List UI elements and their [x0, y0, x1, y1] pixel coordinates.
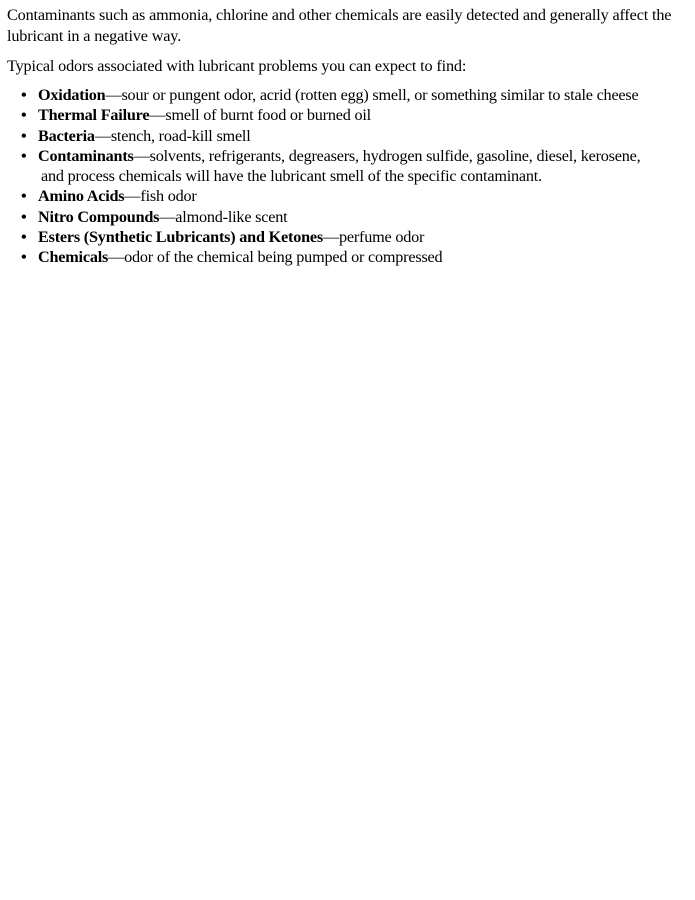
bullet-icon: • — [21, 106, 27, 125]
list-item-esters-ketones — [7, 227, 691, 247]
bullet-icon: • — [21, 187, 27, 206]
list-item-term: Oxidation — [38, 86, 106, 104]
list-item-term: Esters (Synthetic Lubricants) and Ketones — [38, 228, 323, 247]
list-item-description: —sour or pungent odor, acrid (rotten egg) smell, or something similar to stale cheese — [105, 86, 639, 104]
intro-paragraph: Contaminants such as ammonia, chlorine and other chemicals are easily detected and generally affect the lubricant in a negative way. — [7, 6, 672, 45]
odor-list — [7, 85, 691, 268]
list-item-term: Amino Acids — [38, 187, 125, 206]
list-item-contaminants — [7, 146, 691, 187]
list-item-term: Chemicals — [38, 248, 109, 267]
list-item-bacteria — [7, 126, 691, 146]
bullet-icon: • — [21, 126, 27, 145]
list-lead-paragraph: Typical odors associated with lubricant problems you can expect to find: — [7, 57, 467, 75]
document-page — [7, 5, 691, 268]
list-item-description: —solvents, refrigerants, degreasers, hydrogen sulfide, gasoline, diesel, kerosene, — [133, 146, 641, 165]
list-item-description: —odor of the chemical being pumped or compressed — [108, 248, 443, 267]
list-item-amino-acids — [7, 186, 691, 206]
bullet-icon: • — [21, 228, 27, 247]
bullet-icon: • — [21, 146, 27, 165]
list-item-nitro-compounds — [7, 207, 691, 227]
list-item-term: Nitro Compounds — [38, 207, 160, 226]
list-item-description: —stench, road-kill smell — [94, 126, 251, 145]
list-item-thermal-failure — [7, 105, 691, 125]
list-item-description: —smell of burnt food or burned oil — [149, 106, 371, 125]
bullet-icon: • — [21, 207, 27, 226]
list-item-term: Bacteria — [38, 126, 95, 145]
list-item-description: —perfume odor — [322, 228, 425, 247]
list-item-term: Thermal Failure — [38, 106, 150, 125]
list-item-oxidation — [7, 85, 691, 105]
list-item-chemicals — [7, 247, 691, 267]
bullet-icon: • — [21, 248, 27, 267]
list-item-term: Contaminants — [38, 146, 134, 165]
list-item-description: —fish odor — [124, 187, 197, 206]
list-item-continuation: and process chemicals will have the lubricant smell of the specific contaminant. — [41, 167, 542, 186]
list-item-description: —almond-like scent — [159, 207, 288, 226]
bullet-icon: • — [21, 86, 27, 104]
